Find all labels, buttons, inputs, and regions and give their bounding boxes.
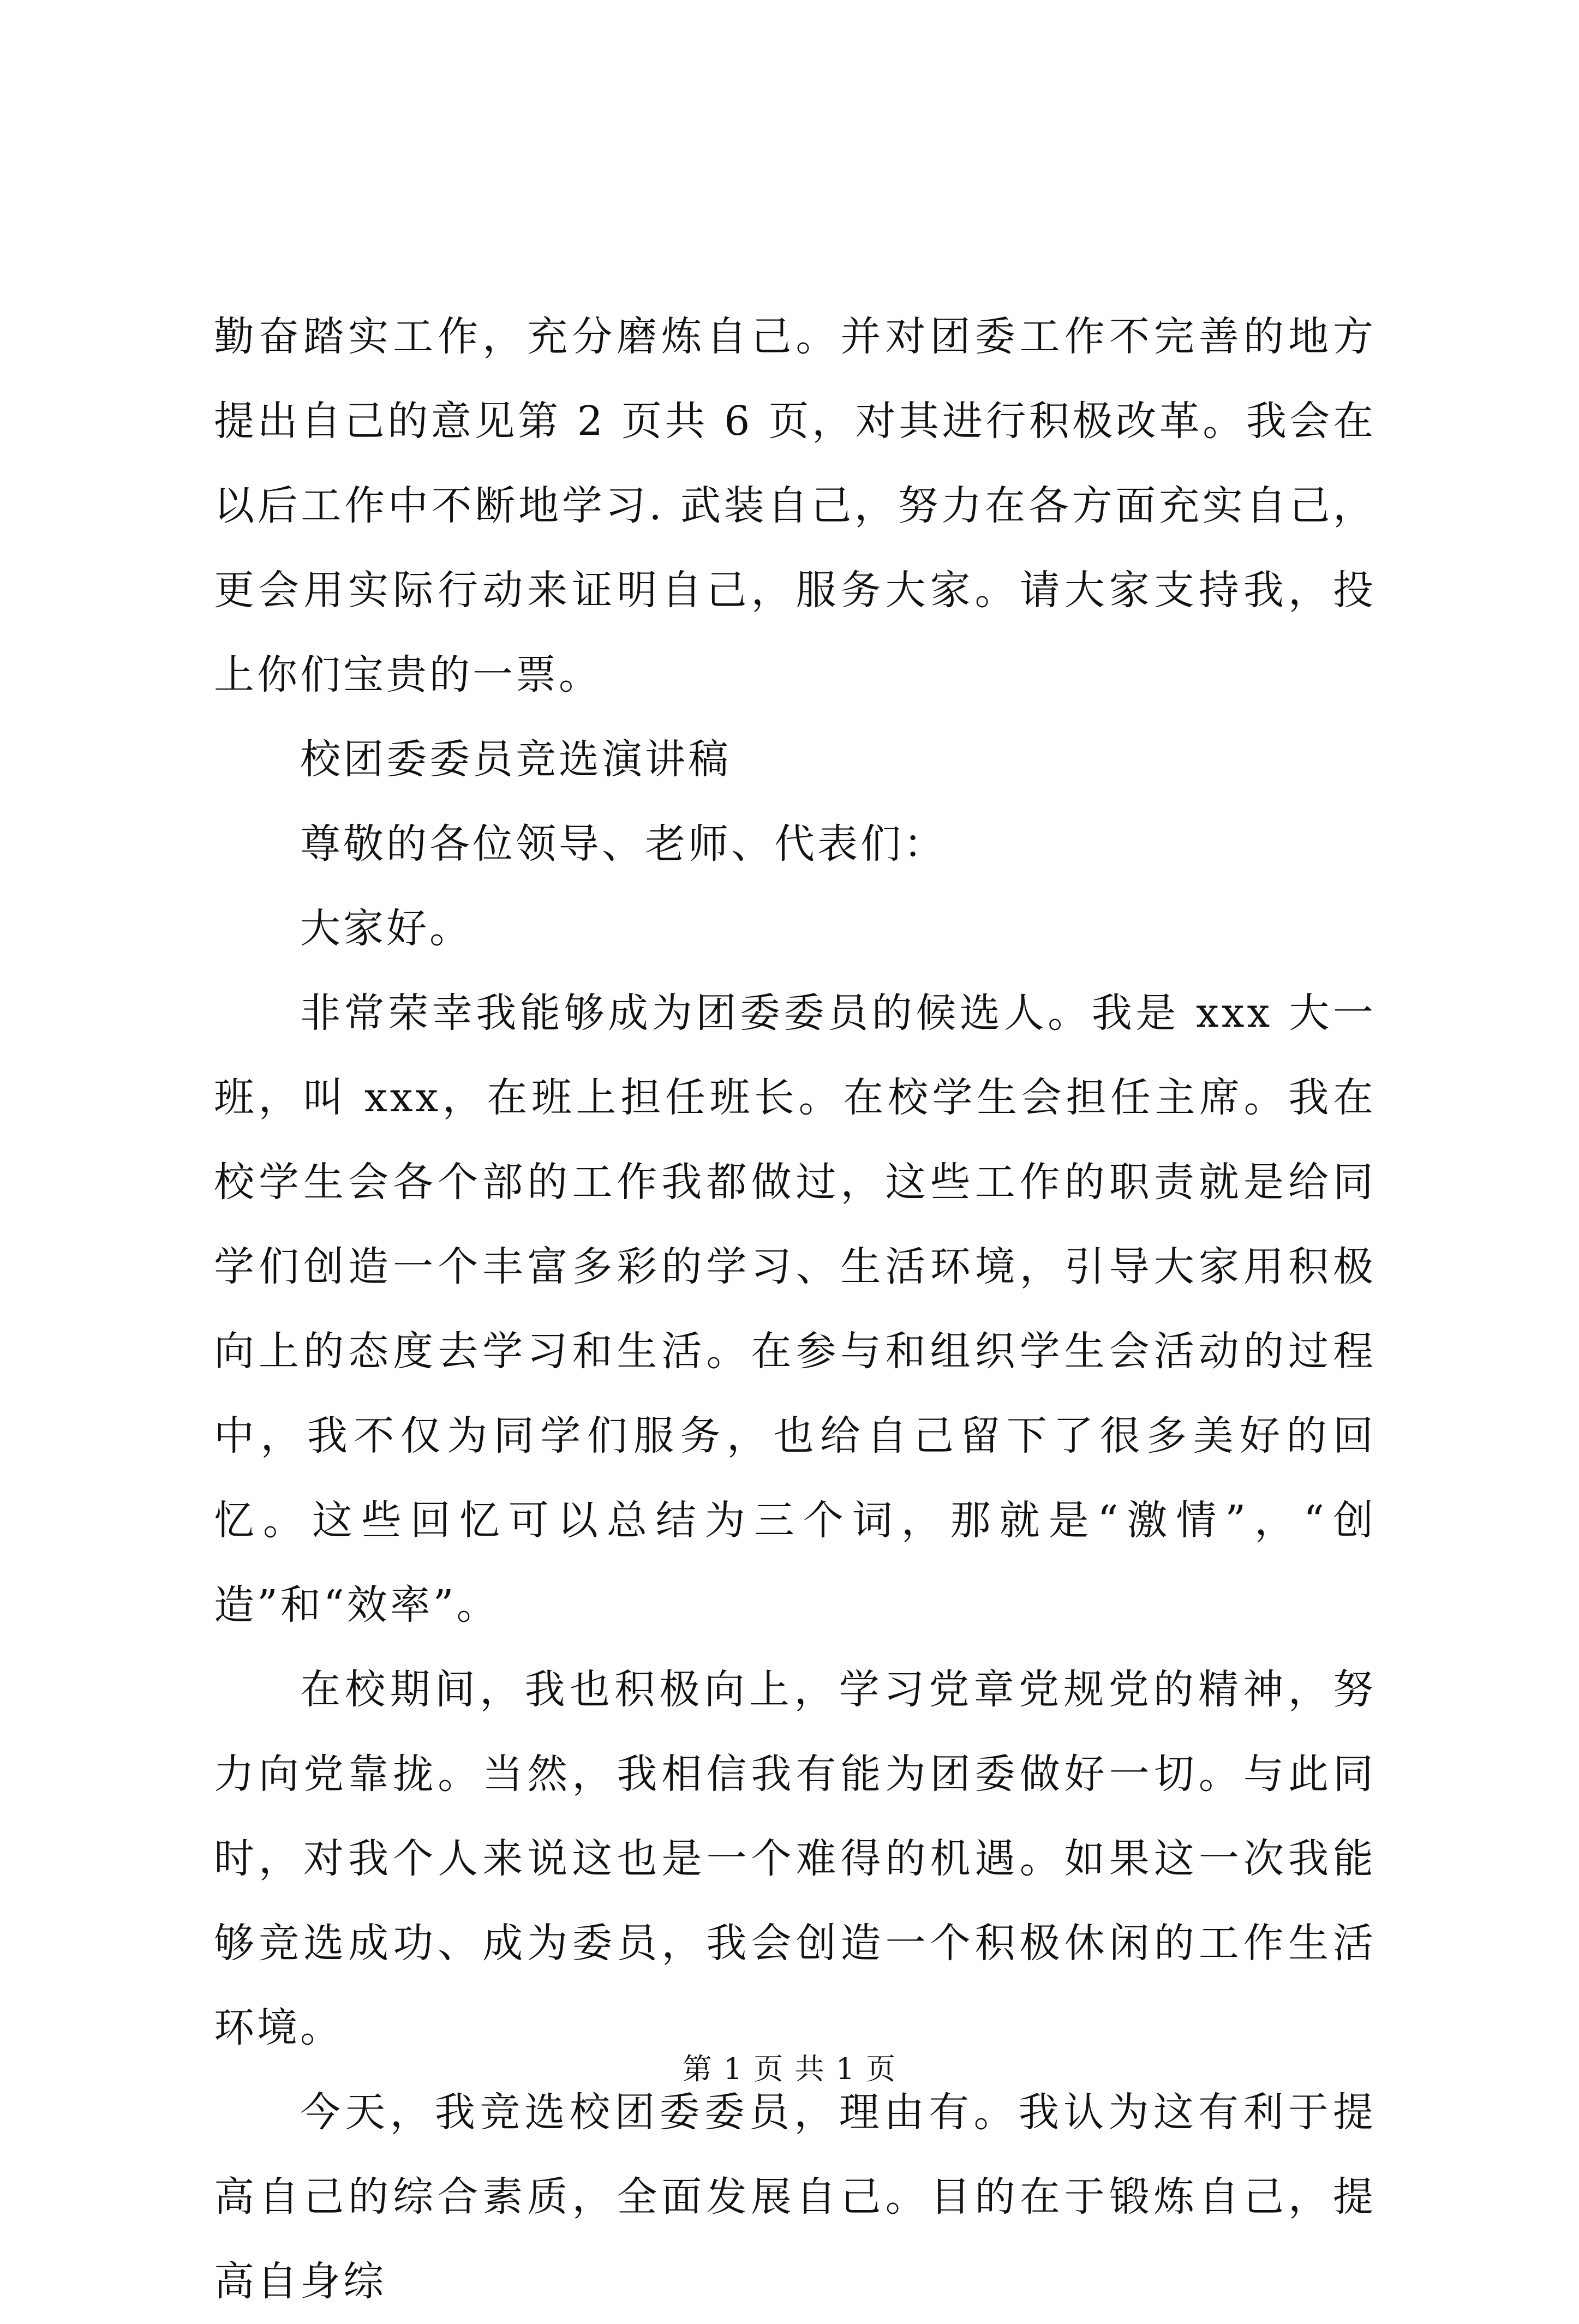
greeting: 大家好。 (300, 905, 472, 952)
speech-title: 校团委委员竞选演讲稿 (300, 736, 731, 783)
paragraph-introduction: 非常荣幸我能够成为团委委员的候选人。我是 xxx 大一班，叫 xxx，在班上担任班长。在校学生会担任主席。我在校学生会各个部的工作我都做过，这些工作的职责就是给同学们创造一个丰富多彩的学习、生活环境，引导大家用积极向上的态度去学习和生活。在参与和组织学生会活动的过程中，我不仅为同学们服务，也给自己留下了很多美好的回忆。这些回忆可以总结为三个词，那就是“激情”，“创造”和“效率”。 (214, 990, 1376, 1628)
paragraph-school-period: 在校期间，我也积极向上，学习党章党规党的精神，努力向党靠拢。当然，我相信我有能为团委做好一切。与此同时，对我个人来说这也是一个难得的机遇。如果这一次我能够竞选成功、成为委员，我会创造一个积极休闲的工作生活环境。 (214, 1666, 1376, 2051)
page-footer: 第 1 页 共 1 页 (682, 2052, 897, 2086)
paragraph-reasons: 今天，我竞选校团委委员，理由有。我认为这有利于提高自己的综合素质，全面发展自己。目的在于锻炼自己，提高自身综 (214, 2089, 1376, 2305)
document-body (214, 295, 1376, 2324)
paragraph-continuation: 勤奋踏实工作，充分磨炼自己。并对团委工作不完善的地方提出自己的意见第 2 页共 6 页，对其进行积极改革。我会在以后工作中不断地学习. 武装自己，努力在各方面充实自己，更会用实际行动来证明自己，服务大家。请大家支持我，投上你们宝贵的一票。 (214, 313, 1376, 698)
salutation: 尊敬的各位领导、老师、代表们： (300, 820, 947, 867)
